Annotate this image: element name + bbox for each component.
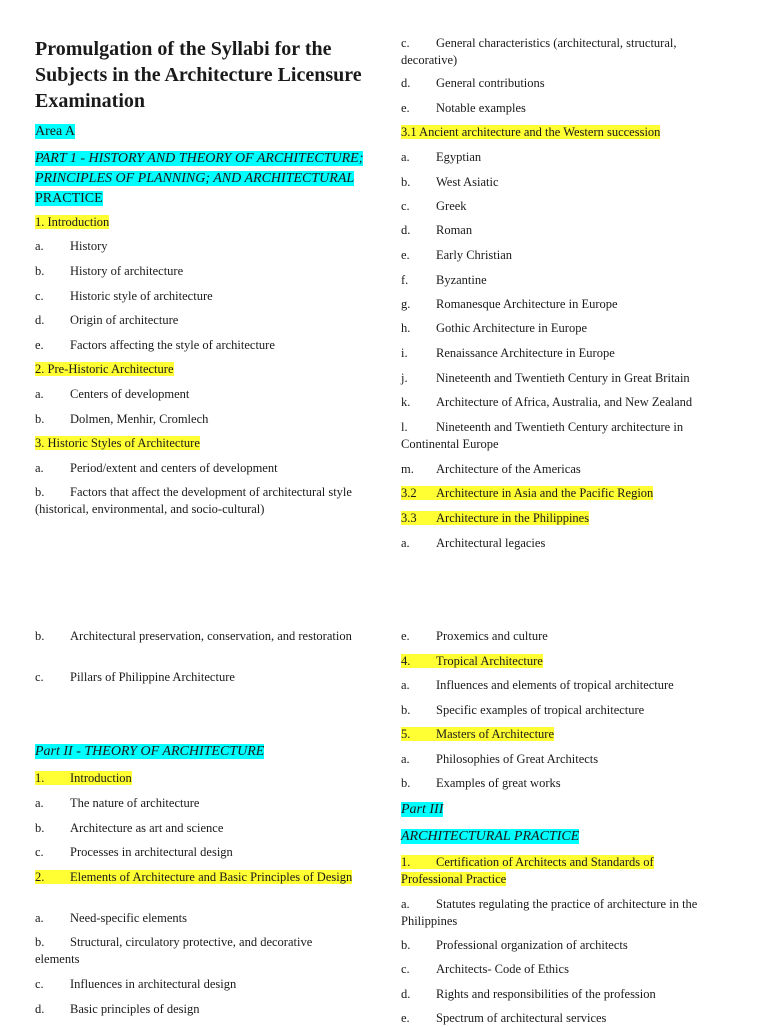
- list-item: a. Period/extent and centers of development: [35, 461, 278, 475]
- list-item: c. Pillars of Philippine Architecture: [35, 670, 235, 684]
- list-item: e. Spectrum of architectural services: [401, 1011, 607, 1025]
- list-item: d. Basic principles of design: [35, 1002, 200, 1016]
- list-item: b. Dolmen, Menhir, Cromlech: [35, 412, 209, 426]
- list-item: c. Architects- Code of Ethics: [401, 962, 569, 976]
- section-heading: 1. Introduction: [35, 771, 132, 785]
- list-item: b. Specific examples of tropical architecture: [401, 703, 645, 717]
- section-heading: 5. Masters of Architecture: [401, 727, 555, 741]
- list-item: m. Architecture of the Americas: [401, 462, 581, 476]
- list-item: b. Examples of great works: [401, 776, 561, 790]
- part1-heading: PART 1 - HISTORY AND THEORY OF ARCHITECTURE; PRINCIPLES OF PLANNING; AND ARCHITECTURAL PRACTICE: [35, 151, 364, 206]
- list-item: b. Architecture as art and science: [35, 821, 224, 835]
- section-heading: 2. Pre-Historic Architecture: [35, 362, 174, 376]
- list-item: d. Origin of architecture: [35, 313, 179, 327]
- list-item: d. Roman: [401, 223, 473, 237]
- list-item: c. General characteristics (architectural, structural, decorative): [401, 36, 677, 67]
- list-item: a. Architectural legacies: [401, 536, 546, 550]
- part3-title: ARCHITECTURAL PRACTICE: [401, 829, 580, 844]
- section-heading: 2. Elements of Architecture and Basic Principles of Design: [35, 870, 353, 884]
- list-item: g. Romanesque Architecture in Europe: [401, 297, 618, 311]
- list-item: b. Structural, circulatory protective, and decorative elements: [35, 935, 313, 966]
- list-item: b. West Asiatic: [401, 175, 499, 189]
- section-heading: 3. Historic Styles of Architecture: [35, 436, 200, 450]
- list-item: e. Early Christian: [401, 248, 513, 262]
- part3-heading: Part III: [401, 802, 444, 817]
- section-heading: 3.3 Architecture in the Philippines: [401, 511, 590, 525]
- area-heading: Area A: [35, 124, 76, 139]
- section-heading: 1. Certification of Architects and Standards of Professional Practice: [401, 855, 654, 886]
- list-item: a. The nature of architecture: [35, 796, 200, 810]
- part2-heading: Part II - THEORY OF ARCHITECTURE: [35, 744, 265, 759]
- list-item: e. Proxemics and culture: [401, 629, 548, 643]
- list-item: a. Egyptian: [401, 150, 482, 164]
- list-item: h. Gothic Architecture in Europe: [401, 321, 587, 335]
- list-item: a. Philosophies of Great Architects: [401, 752, 599, 766]
- list-item: b. Professional organization of architects: [401, 938, 628, 952]
- list-item: c. Greek: [401, 199, 467, 213]
- list-item: k. Architecture of Africa, Australia, and New Zealand: [401, 395, 693, 409]
- section-heading: 4. Tropical Architecture: [401, 654, 543, 668]
- list-item: f. Byzantine: [401, 273, 487, 287]
- list-item: a. Influences and elements of tropical architecture: [401, 678, 674, 692]
- list-item: b. History of architecture: [35, 264, 184, 278]
- list-item: a. Centers of development: [35, 387, 190, 401]
- list-item: e. Notable examples: [401, 101, 526, 115]
- list-item: b. Architectural preservation, conservation, and restoration: [35, 629, 352, 643]
- section-heading: 3.1 Ancient architecture and the Western succession: [401, 125, 661, 139]
- list-item: i. Renaissance Architecture in Europe: [401, 346, 615, 360]
- list-item: e. Factors affecting the style of architecture: [35, 338, 275, 352]
- page-title: Promulgation of the Syllabi for the Subjects in the Architecture Licensure Examination: [35, 38, 362, 112]
- section-heading: 3.2 Architecture in Asia and the Pacific Region: [401, 486, 654, 500]
- list-item: l. Nineteenth and Twentieth Century architecture in Continental Europe: [401, 420, 684, 451]
- list-item: c. Influences in architectural design: [35, 977, 237, 991]
- section-heading: 1. Introduction: [35, 215, 110, 229]
- list-item: b. Factors that affect the development of architectural style (historical, environmental, and socio-cultural): [35, 485, 352, 516]
- list-item: a. Need-specific elements: [35, 911, 187, 925]
- list-item: c. Historic style of architecture: [35, 289, 213, 303]
- list-item: d. Rights and responsibilities of the profession: [401, 987, 656, 1001]
- list-item: a. History: [35, 239, 108, 253]
- list-item: d. General contributions: [401, 76, 545, 90]
- list-item: c. Processes in architectural design: [35, 845, 233, 859]
- list-item: j. Nineteenth and Twentieth Century in Great Britain: [401, 371, 690, 385]
- list-item: a. Statutes regulating the practice of architecture in the Philippines: [401, 897, 698, 928]
